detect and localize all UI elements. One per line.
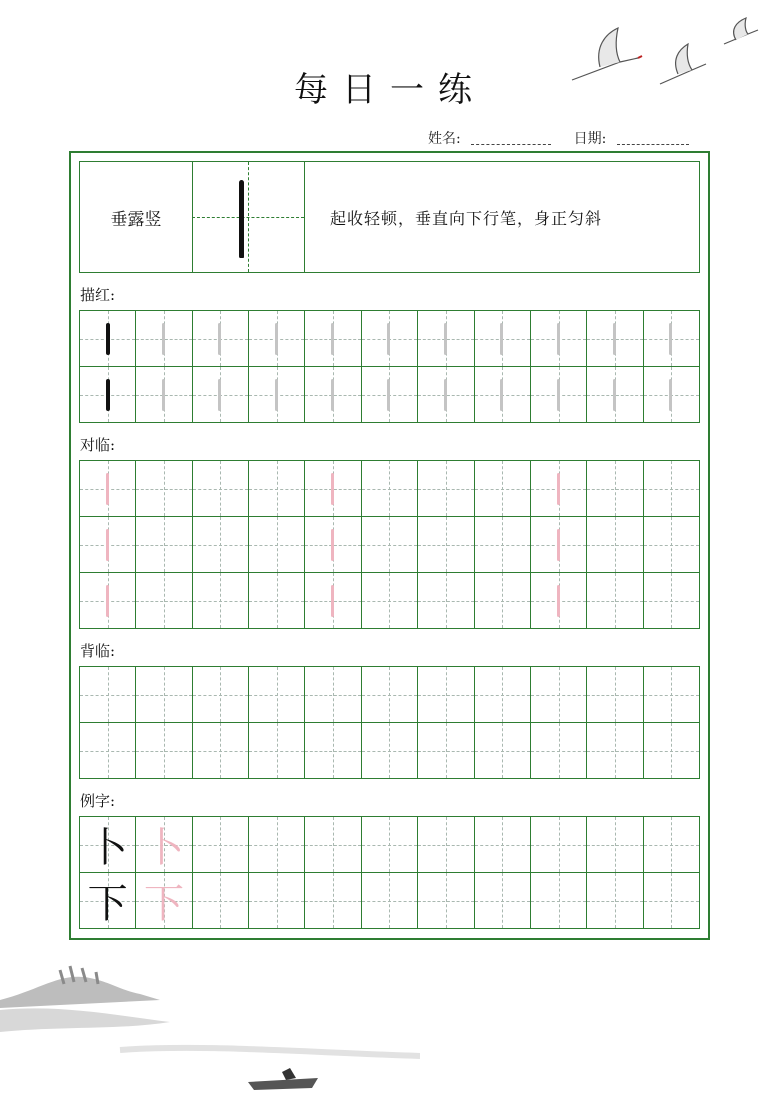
trace-section-label: 描红:	[80, 286, 116, 304]
practice-cell[interactable]	[587, 667, 643, 723]
practice-cell[interactable]	[249, 817, 305, 873]
grid-row	[80, 667, 700, 723]
practice-cell[interactable]	[531, 667, 587, 723]
stroke-mark	[387, 323, 390, 355]
practice-cell[interactable]	[193, 723, 249, 779]
practice-cell[interactable]	[249, 367, 305, 423]
practice-cell[interactable]	[80, 817, 136, 873]
stroke-name: 垂露竖	[80, 162, 193, 272]
practice-cell[interactable]	[362, 311, 418, 367]
practice-cell[interactable]	[475, 367, 531, 423]
practice-cell[interactable]	[136, 873, 192, 929]
practice-cell[interactable]	[193, 817, 249, 873]
stroke-mark	[106, 529, 109, 561]
practice-cell[interactable]	[305, 873, 361, 929]
example-char: 卜	[87, 825, 128, 871]
stroke-mark	[106, 323, 110, 355]
stroke-mark	[444, 323, 447, 355]
example-char: 下	[87, 881, 128, 927]
stroke-mark	[106, 585, 109, 617]
practice-cell[interactable]	[249, 873, 305, 929]
stroke-mark	[500, 323, 503, 355]
stroke-mark	[613, 323, 616, 355]
stroke-mark	[331, 379, 334, 411]
practice-cell[interactable]	[531, 573, 587, 629]
name-label: 姓名:	[428, 131, 461, 147]
stroke-mark	[331, 585, 334, 617]
grid-row	[80, 367, 700, 423]
practice-cell[interactable]	[193, 517, 249, 573]
stroke-mark	[669, 323, 672, 355]
practice-cell[interactable]	[193, 667, 249, 723]
practice-cell[interactable]	[587, 367, 643, 423]
practice-cell[interactable]	[193, 573, 249, 629]
stroke-mark	[557, 473, 560, 505]
practice-cell[interactable]	[587, 873, 643, 929]
practice-cell[interactable]	[136, 667, 192, 723]
practice-cell[interactable]	[418, 461, 474, 517]
practice-cell[interactable]	[587, 517, 643, 573]
practice-cell[interactable]	[475, 873, 531, 929]
practice-cell[interactable]	[136, 723, 192, 779]
practice-cell[interactable]	[644, 873, 700, 929]
practice-cell[interactable]	[644, 517, 700, 573]
practice-cell[interactable]	[644, 461, 700, 517]
practice-cell[interactable]	[193, 873, 249, 929]
practice-cell[interactable]	[531, 461, 587, 517]
stroke-mark	[557, 379, 560, 411]
practice-cell[interactable]	[644, 367, 700, 423]
stroke-mark	[275, 323, 278, 355]
practice-cell[interactable]	[305, 573, 361, 629]
stroke-mark	[557, 323, 560, 355]
practice-cell[interactable]	[305, 667, 361, 723]
practice-cell[interactable]	[362, 723, 418, 779]
practice-cell[interactable]	[193, 311, 249, 367]
practice-cell[interactable]	[644, 667, 700, 723]
practice-cell[interactable]	[475, 667, 531, 723]
practice-cell[interactable]	[305, 367, 361, 423]
practice-cell[interactable]	[531, 817, 587, 873]
grid-row	[80, 461, 700, 517]
stroke-mark	[162, 379, 165, 411]
practice-cell[interactable]	[362, 517, 418, 573]
date-blank[interactable]	[617, 134, 689, 145]
practice-cell[interactable]	[531, 873, 587, 929]
practice-cell[interactable]	[80, 367, 136, 423]
practice-cell[interactable]	[193, 367, 249, 423]
practice-cell[interactable]	[249, 517, 305, 573]
practice-cell[interactable]	[475, 817, 531, 873]
practice-cell[interactable]	[305, 311, 361, 367]
practice-cell[interactable]	[249, 723, 305, 779]
stroke-description: 起收轻顿，垂直向下行笔，身正匀斜	[330, 208, 603, 228]
practice-cell[interactable]	[644, 817, 700, 873]
meta-line	[428, 128, 689, 148]
stroke-mark	[444, 379, 447, 411]
practice-cell[interactable]	[249, 311, 305, 367]
practice-cell[interactable]	[80, 461, 136, 517]
practice-cell[interactable]	[531, 723, 587, 779]
practice-cell[interactable]	[80, 723, 136, 779]
practice-cell[interactable]	[531, 311, 587, 367]
practice-cell[interactable]	[644, 573, 700, 629]
stroke-mark	[218, 379, 221, 411]
practice-cell[interactable]	[193, 461, 249, 517]
practice-cell[interactable]	[418, 573, 474, 629]
stroke-mark	[557, 585, 560, 617]
name-blank[interactable]	[471, 134, 551, 145]
practice-cell[interactable]	[587, 573, 643, 629]
copy-section-label: 对临:	[80, 436, 116, 454]
practice-cell[interactable]	[362, 367, 418, 423]
practice-cell[interactable]	[475, 517, 531, 573]
practice-cell[interactable]	[475, 461, 531, 517]
practice-cell[interactable]	[305, 723, 361, 779]
practice-cell[interactable]	[587, 817, 643, 873]
recall-grid[interactable]	[79, 666, 700, 779]
stroke-mark	[331, 473, 334, 505]
stroke-mark	[331, 323, 334, 355]
practice-cell[interactable]	[644, 311, 700, 367]
practice-cell[interactable]	[305, 517, 361, 573]
practice-cell[interactable]	[80, 873, 136, 929]
stroke-mark	[613, 379, 616, 411]
practice-cell[interactable]	[587, 461, 643, 517]
stroke-mark	[106, 473, 109, 505]
stroke-mark	[500, 379, 503, 411]
grid-row	[80, 817, 700, 873]
practice-cell[interactable]	[475, 311, 531, 367]
practice-cell[interactable]	[80, 667, 136, 723]
date-label: 日期:	[573, 131, 607, 147]
practice-cell[interactable]	[531, 367, 587, 423]
practice-cell[interactable]	[362, 873, 418, 929]
practice-cell[interactable]	[249, 461, 305, 517]
practice-cell[interactable]	[249, 573, 305, 629]
grid-row	[80, 873, 700, 929]
grid-row	[80, 723, 700, 779]
practice-cell[interactable]	[644, 723, 700, 779]
practice-cell[interactable]	[136, 517, 192, 573]
stroke-glyph	[239, 180, 244, 258]
practice-cell[interactable]	[80, 573, 136, 629]
practice-cell[interactable]	[136, 573, 192, 629]
practice-cell[interactable]	[80, 311, 136, 367]
practice-cell[interactable]	[418, 517, 474, 573]
stroke-mark	[218, 323, 221, 355]
practice-cell[interactable]	[136, 461, 192, 517]
page-title: 每日一练	[294, 70, 486, 110]
practice-cell[interactable]	[305, 461, 361, 517]
practice-cell[interactable]	[362, 573, 418, 629]
practice-cell[interactable]	[362, 461, 418, 517]
trace-grid[interactable]	[79, 310, 700, 423]
practice-cell[interactable]	[418, 667, 474, 723]
practice-cell[interactable]	[80, 517, 136, 573]
stroke-mark	[331, 529, 334, 561]
practice-cell[interactable]	[418, 873, 474, 929]
stroke-mark	[275, 379, 278, 411]
stroke-mark	[106, 379, 110, 411]
practice-cell[interactable]	[249, 667, 305, 723]
example-char: 下	[144, 881, 185, 927]
practice-cell[interactable]	[305, 817, 361, 873]
stroke-mark	[557, 529, 560, 561]
example-section-label: 例字:	[80, 792, 116, 810]
practice-cell[interactable]	[136, 817, 192, 873]
ink-landscape-illustration	[0, 960, 420, 1104]
stroke-mark	[387, 379, 390, 411]
copy-grid[interactable]	[79, 460, 700, 629]
practice-cell[interactable]	[587, 311, 643, 367]
example-grid[interactable]	[79, 816, 700, 929]
grid-row	[80, 573, 700, 629]
stroke-mark	[162, 323, 165, 355]
grid-row	[80, 517, 700, 573]
stroke-mark	[669, 379, 672, 411]
practice-cell[interactable]	[475, 573, 531, 629]
practice-cell[interactable]	[418, 367, 474, 423]
practice-cell[interactable]	[362, 817, 418, 873]
practice-cell[interactable]	[531, 517, 587, 573]
stroke-demo-cell	[192, 162, 305, 272]
practice-cell[interactable]	[136, 311, 192, 367]
practice-cell[interactable]	[418, 723, 474, 779]
practice-cell[interactable]	[475, 723, 531, 779]
stroke-header	[79, 161, 700, 273]
example-char: 卜	[144, 825, 185, 871]
practice-cell[interactable]	[418, 311, 474, 367]
recall-section-label: 背临:	[80, 642, 116, 660]
practice-cell[interactable]	[362, 667, 418, 723]
practice-cell[interactable]	[136, 367, 192, 423]
practice-cell[interactable]	[418, 817, 474, 873]
practice-cell[interactable]	[587, 723, 643, 779]
grid-row	[80, 311, 700, 367]
